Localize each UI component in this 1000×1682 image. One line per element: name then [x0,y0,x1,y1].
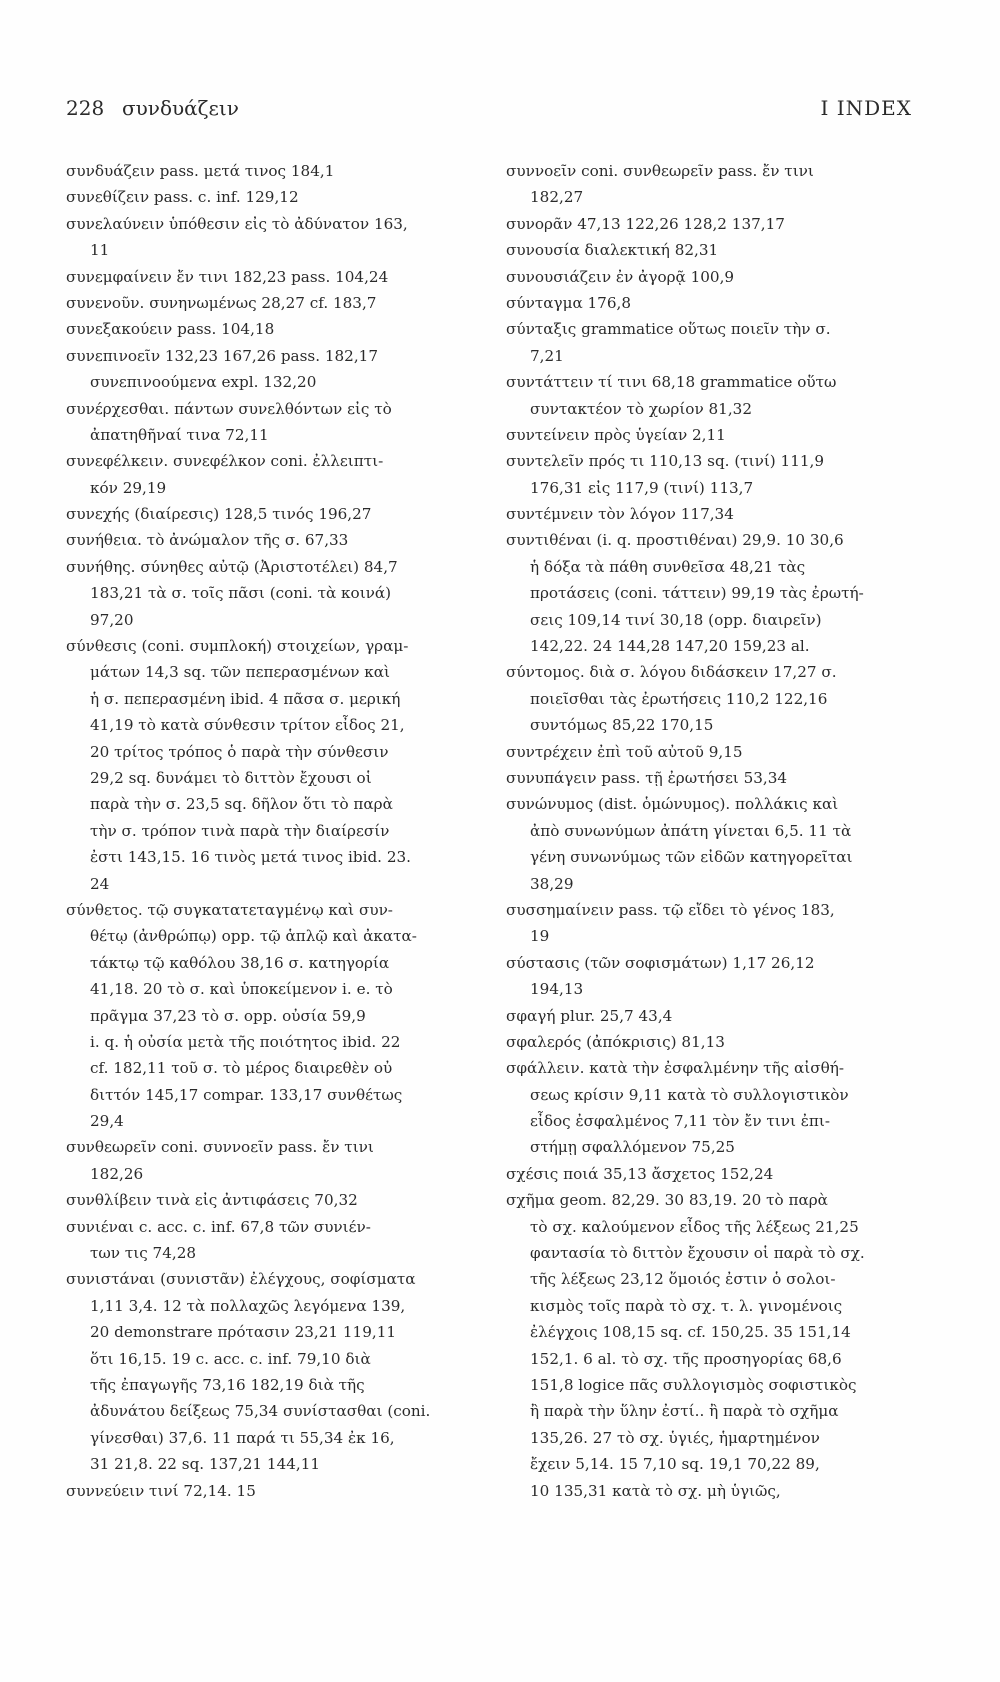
right-column [506,158,924,1504]
index-entry-line: συσσημαίνειν pass. τῷ εἴδει τὸ γένος 183, [506,900,835,919]
index-continuation-line: τὴν σ. τρόπον τινὰ παρὰ τὴν διαίρεσίν [90,821,390,840]
index-continuation-line: συντακτέον τὸ χωρίον 81,32 [530,399,752,418]
index-entry-line: συννοεῖν coni. συνθεωρεῖν pass. ἔν τινι [506,162,814,180]
index-continuation-line: ἡ δόξα τὰ πάθη συνθεῖσα 48,21 τὰς [530,557,806,576]
index-continuation-line: 1,11 3,4. 12 τὰ πολλαχῶς λεγόμενα 139, [90,1296,406,1315]
index-entry-line: συντελεῖν πρός τι 110,13 sq. (τινί) 111,9 [506,452,825,471]
index-continuation-line: 142,22. 24 144,28 147,20 159,23 al. [530,637,810,656]
left-column [66,158,496,1504]
index-continuation-line: ἐλέγχοις 108,15 sq. cf. 150,25. 35 151,14 [530,1323,851,1342]
index-continuation-line: ἢ παρὰ τὴν ὕλην ἐστί.. ἢ παρὰ τὸ σχῆμα [530,1402,839,1421]
index-entry-line: συνουσία διαλεκτική 82,31 [506,241,719,260]
index-continuation-line: ἀπὸ συνωνύμων ἀπάτη γίνεται 6,5. 11 τὰ [530,821,852,840]
index-entry-line: συνήθεια. τὸ ἀνώμαλον τῆς σ. 67,33 [66,531,349,550]
index-continuation-line: στήμῃ σφαλλόμενον 75,25 [530,1138,735,1157]
index-entry-line: σύνθεσις (coni. συμπλοκή) στοιχείων, γραμ- [66,637,409,656]
index-entry-line: συντείνειν πρὸς ὑγείαν 2,11 [506,425,726,444]
index-entry-line: συνεπινοεῖν 132,23 167,26 pass. 182,17 [66,346,378,365]
index-continuation-line: 41,19 τὸ κατὰ σύνθεσιν τρίτον εἶδος 21, [90,716,405,735]
index-continuation-line: cf. 182,11 τοῦ σ. τὸ μέρος διαιρεθὲν οὐ [90,1059,393,1078]
index-entry-line: συνδυάζειν pass. μετά τινος 184,1 [66,162,335,180]
index-entry-line: συνέρχεσθαι. πάντων συνελθόντων εἰς τὸ [66,399,392,418]
index-entry-line: συνιστάναι (συνιστᾶν) ἐλέγχους, σοφίσματα [66,1270,416,1289]
index-continuation-line: συντόμως 85,22 170,15 [530,716,714,735]
index-continuation-line: 176,31 εἰς 117,9 (τινί) 113,7 [530,478,754,497]
running-head [66,96,912,126]
page-number: 228 [66,96,105,120]
index-continuation-line: σεις 109,14 τινί 30,18 (opp. διαιρεῖν) [530,610,822,629]
index-entry-line: σύστασις (τῶν σοφισμάτων) 1,17 26,12 [506,953,815,972]
index-continuation-line: ὅτι 16,15. 19 c. acc. c. inf. 79,10 διὰ [90,1349,371,1368]
index-entry-line: συνεθίζειν pass. c. inf. 129,12 [66,188,299,207]
index-entry-line: συνεχής (διαίρεσις) 128,5 τινός 196,27 [66,505,372,524]
index-continuation-line: τὸ σχ. καλούμενον εἶδος τῆς λέξεως 21,25 [530,1217,859,1236]
index-continuation-line: 29,4 [90,1112,124,1131]
index-continuation-line: τάκτῳ τῷ καθόλου 38,16 σ. κατηγορία [90,953,390,972]
index-continuation-line: παρὰ τὴν σ. 23,5 sq. δῆλον ὅτι τὸ παρὰ [90,795,393,814]
index-continuation-line: ἡ σ. πεπερασμένη ibid. 4 πᾶσα σ. μερική [90,689,401,708]
index-continuation-line: μάτων 14,3 sq. τῶν πεπερασμένων καὶ [90,663,391,682]
index-entry-line: συντιθέναι (i. q. προστιθέναι) 29,9. 10 30,6 [506,531,844,550]
index-continuation-line: φαντασία τὸ διττὸν ἔχουσιν οἱ παρὰ τὸ σχ. [530,1244,865,1263]
index-entry-line: συνελαύνειν ὑπόθεσιν εἰς τὸ ἀδύνατον 163, [66,214,408,233]
index-continuation-line: 20 τρίτος τρόπος ὁ παρὰ τὴν σύνθεσιν [90,742,389,761]
index-continuation-line: γίνεσθαι) 37,6. 11 παρά τι 55,34 ἐκ 16, [90,1428,395,1447]
index-continuation-line: 151,8 logice πᾶς συλλογισμὸς σοφιστικὸς [530,1375,857,1394]
index-continuation-line: 135,26. 27 τὸ σχ. ὑγιές, ἡμαρτημένον [530,1428,820,1447]
index-entry-line: συνθεωρεῖν coni. συννοεῖν pass. ἔν τινι [66,1138,374,1157]
index-continuation-line: 194,13 [530,980,584,999]
index-entry-line: σχέσις ποιά 35,13 ἄσχετος 152,24 [506,1164,774,1183]
index-continuation-line: τῆς λέξεως 23,12 ὅμοιός ἐστιν ὁ σολοι- [530,1270,836,1289]
index-continuation-line: σεως κρίσιν 9,11 κατὰ τὸ συλλογιστικὸν [530,1085,849,1104]
index-entry-line: συνήθης. σύνηθες αὐτῷ (Ἀριστοτέλει) 84,7 [66,557,398,576]
index-continuation-line: 41,18. 20 τὸ σ. καὶ ὑποκείμενον i. e. τὸ [90,980,393,999]
index-continuation-line: 19 [530,927,550,946]
index-entry-line: σφαγή plur. 25,7 43,4 [506,1006,673,1025]
index-entry-line: σφάλλειν. κατὰ τὴν ἐσφαλμένην τῆς αἰσθή- [506,1059,844,1078]
index-entry-line: συνενοῦν. συνηνωμένως 28,27 cf. 183,7 [66,293,377,312]
index-continuation-line: τῆς ἐπαγωγῆς 73,16 182,19 διὰ τῆς [90,1375,365,1394]
index-entry-line: σφαλερός (ἀπόκρισις) 81,13 [506,1032,725,1051]
index-entry-line: συνυπάγειν pass. τῇ ἐρωτήσει 53,34 [506,768,788,787]
index-continuation-line: 182,26 [90,1164,144,1183]
index-entry-line: συνθλίβειν τινὰ εἰς ἀντιφάσεις 70,32 [66,1191,358,1210]
index-continuation-line: 24 [90,874,110,893]
section-title: I INDEX [820,96,912,120]
index-entry-line: συνώνυμος (dist. ὁμώνυμος). πολλάκις καὶ [506,795,839,814]
index-entry-line: σύνταγμα 176,8 [506,293,632,312]
head-word: συνδυάζειν [122,96,239,120]
index-continuation-line: γένη συνωνύμως τῶν εἰδῶν κατηγορεῖται [530,848,853,867]
index-entry-line: συντρέχειν ἐπὶ τοῦ αὐτοῦ 9,15 [506,742,743,761]
index-entry-line: σύνθετος. τῷ συγκατατεταγμένῳ καὶ συν- [66,900,393,919]
index-entry-line: συνεξακούειν pass. 104,18 [66,320,275,339]
index-entry-line: συνιέναι c. acc. c. inf. 67,8 τῶν συνιέν- [66,1217,371,1236]
index-continuation-line: i. q. ἡ οὐσία μετὰ τῆς ποιότητος ibid. 22 [90,1032,401,1051]
index-continuation-line: κισμὸς τοῖς παρὰ τὸ σχ. τ. λ. γινομένοις [530,1296,843,1315]
index-entry-line: συντάττειν τί τινι 68,18 grammatice οὕτω [506,373,837,392]
index-entry-line: συντέμνειν τὸν λόγον 117,34 [506,505,734,524]
index-continuation-line: κόν 29,19 [90,478,167,497]
index-continuation-line: 182,27 [530,188,584,207]
index-continuation-line: 31 21,8. 22 sq. 137,21 144,11 [90,1455,321,1474]
index-continuation-line: ἔχειν 5,14. 15 7,10 sq. 19,1 70,22 89, [530,1455,820,1474]
index-continuation-line: συνεπινοούμενα expl. 132,20 [90,373,317,392]
index-continuation-line: πρᾶγμα 37,23 τὸ σ. opp. οὐσία 59,9 [90,1006,366,1025]
index-entry-line: συνουσιάζειν ἐν ἀγορᾷ 100,9 [506,267,735,286]
index-continuation-line: ποιεῖσθαι τὰς ἐρωτήσεις 110,2 122,16 [530,689,828,708]
index-continuation-line: 10 135,31 κατὰ τὸ σχ. μὴ ὑγιῶς, [530,1481,781,1500]
index-continuation-line: 38,29 [530,874,574,893]
index-continuation-line: των τις 74,28 [90,1244,197,1263]
index-continuation-line: θέτῳ (ἀνθρώπῳ) opp. τῷ ἁπλῷ καὶ ἀκατα- [90,927,417,946]
index-entry-line: σχῆμα geom. 82,29. 30 83,19. 20 τὸ παρὰ [506,1191,828,1210]
index-continuation-line: 20 demonstrare πρότασιν 23,21 119,11 [90,1323,397,1342]
index-continuation-line: διττόν 145,17 compar. 133,17 συνθέτως [90,1085,403,1104]
index-continuation-line: 152,1. 6 al. τὸ σχ. τῆς προσηγορίας 68,6 [530,1349,842,1368]
index-entry-line: σύντομος. διὰ σ. λόγου διδάσκειν 17,27 σ. [506,663,837,682]
index-continuation-line: 29,2 sq. δυνάμει τὸ διττὸν ἔχουσι οἱ [90,768,372,787]
index-continuation-line: ἐστι 143,15. 16 τινὸς μετά τινος ibid. 23. [90,848,411,867]
index-continuation-line: ἀδυνάτου δείξεως 75,34 συνίστασθαι (coni. [90,1402,431,1421]
index-continuation-line: 183,21 τὰ σ. τοῖς πᾶσι (coni. τὰ κοινά) [90,584,392,603]
index-continuation-line: προτάσεις (coni. τάττειν) 99,19 τὰς ἐρωτή- [530,584,864,603]
index-entry-line: σύνταξις grammatice οὕτως ποιεῖν τὴν σ. [506,320,831,339]
index-continuation-line: εἶδος ἐσφαλμένος 7,11 τὸν ἔν τινι ἐπι- [530,1112,830,1131]
index-continuation-line: 7,21 [530,346,564,365]
index-entry-line: συνεμφαίνειν ἔν τινι 182,23 pass. 104,24 [66,267,389,286]
index-continuation-line: ἀπατηθῆναί τινα 72,11 [90,425,269,444]
index-entry-line: συνορᾶν 47,13 122,26 128,2 137,17 [506,214,785,233]
index-continuation-line: 11 [90,241,110,260]
index-continuation-line: 97,20 [90,610,134,629]
index-entry-line: συννεύειν τινί 72,14. 15 [66,1481,256,1500]
index-entry-line: συνεφέλκειν. συνεφέλκον coni. ἐλλειπτι- [66,452,384,471]
